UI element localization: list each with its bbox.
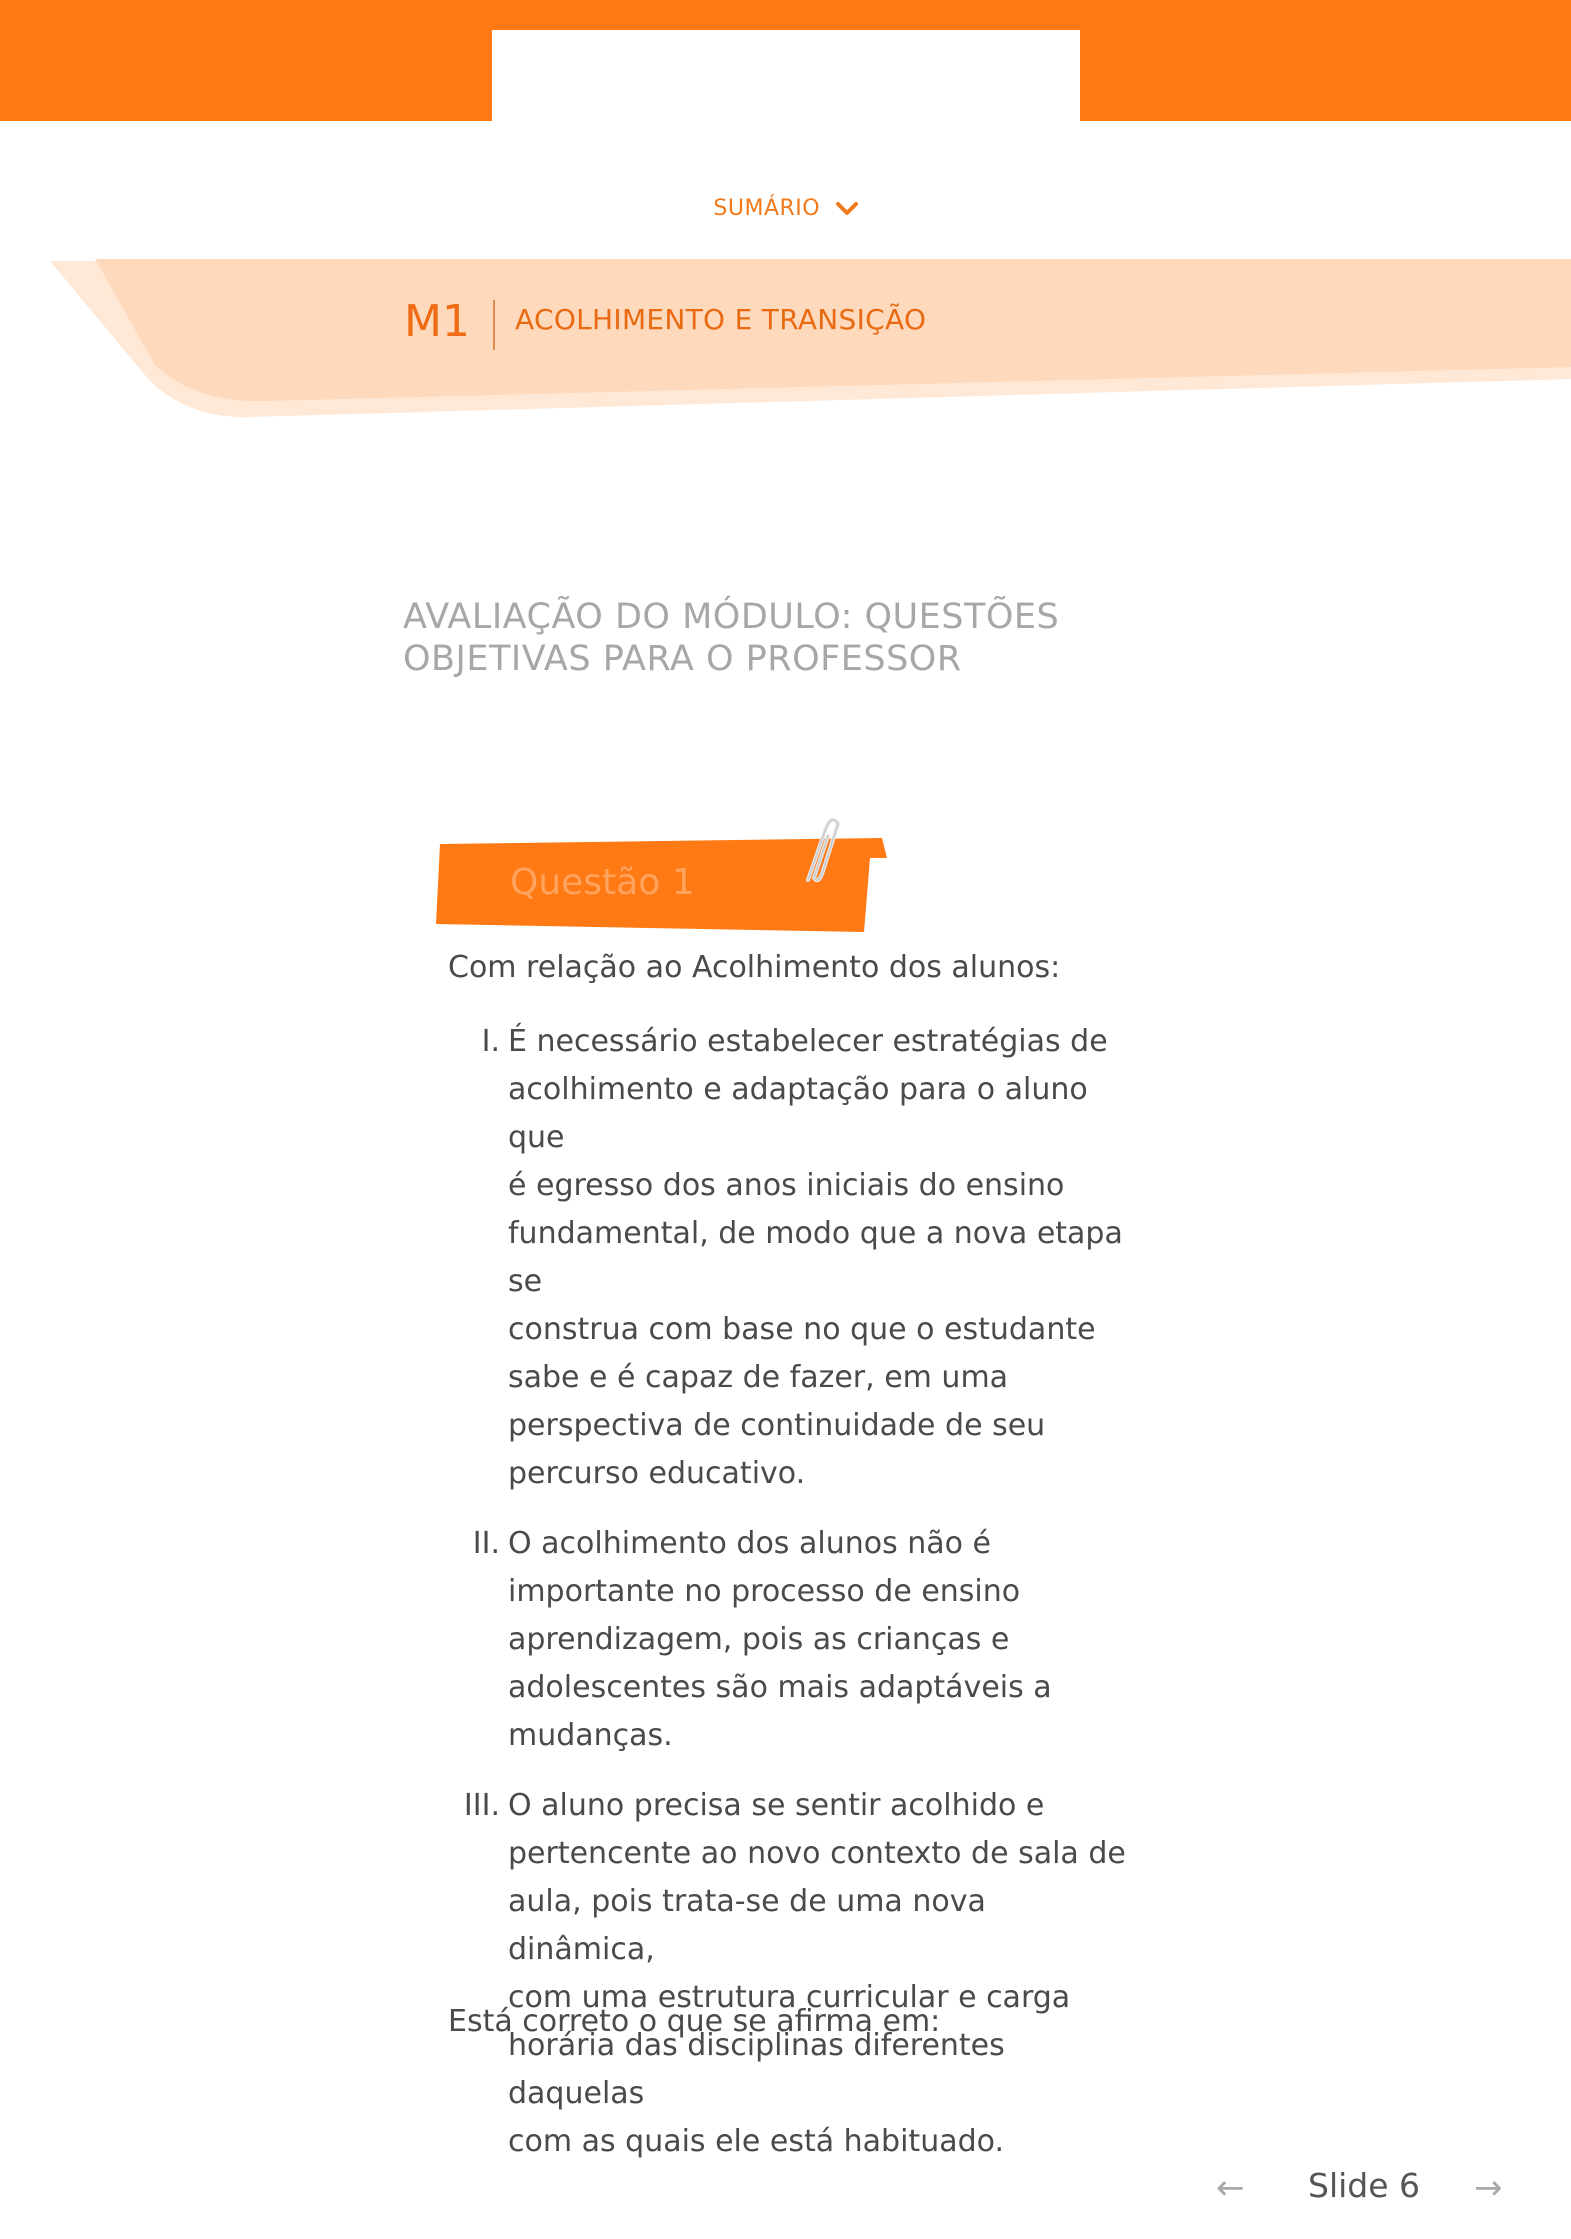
module-banner <box>0 255 1571 425</box>
slide-indicator: Slide 6 <box>1308 2166 1421 2205</box>
statement-number: II. <box>472 1526 500 1561</box>
slide-navigation <box>1210 2164 1540 2208</box>
statement-line: com uma estrutura curricular e carga <box>508 1980 1071 2015</box>
question-closing: Está correto o que se afirma em: <box>448 2004 941 2039</box>
sumario-label: SUMÁRIO <box>713 196 821 221</box>
statement-line: percurso educativo. <box>508 1456 806 1491</box>
statement-number: I. <box>481 1024 500 1059</box>
statement-line: pertencente ao novo contexto de sala de <box>508 1836 1126 1871</box>
statement-line: adolescentes são mais adaptáveis a <box>508 1670 1052 1705</box>
statement-line: é egresso dos anos iniciais do ensino <box>508 1168 1065 1203</box>
module-code: M1 <box>404 296 470 347</box>
statement-number: III. <box>463 1788 500 1823</box>
statement-line: sabe e é capaz de fazer, em uma <box>508 1360 1009 1395</box>
statement-line: O aluno precisa se sentir acolhido e <box>508 1788 1045 1823</box>
statement-line: O acolhimento dos alunos não é <box>508 1526 991 1561</box>
statement-line: importante no processo de ensino <box>508 1574 1021 1609</box>
statement-item <box>448 1018 1128 1498</box>
module-title: ACOLHIMENTO E TRANSIÇÃO <box>515 303 927 336</box>
chevron-down-icon <box>836 197 858 222</box>
statement-line: construa com base no que o estudante <box>508 1312 1096 1347</box>
statement-line: acolhimento e adaptação para o aluno que <box>508 1072 1088 1155</box>
module-divider <box>493 300 495 350</box>
statement-line: aula, pois trata-se de uma nova dinâmica, <box>508 1884 986 1967</box>
statement-line: horária das disciplinas diferentes daquelas <box>508 2028 1005 2111</box>
header-tab <box>492 30 1080 121</box>
question-intro: Com relação ao Acolhimento dos alunos: <box>448 950 1061 985</box>
section-title <box>403 596 1163 680</box>
statement-line: com as quais ele está habituado. <box>508 2124 1004 2159</box>
arrow-right-icon[interactable]: → <box>1474 2168 1503 2208</box>
question-label: Questão 1 <box>510 862 695 903</box>
statement-line: É necessário estabelecer estratégias de <box>508 1024 1108 1059</box>
statement-line: perspectiva de continuidade de seu <box>508 1408 1046 1443</box>
arrow-left-icon[interactable]: ← <box>1216 2168 1245 2208</box>
statement-line: aprendizagem, pois as crianças e <box>508 1622 1010 1657</box>
statement-item <box>448 1782 1128 2166</box>
sumario-toggle[interactable] <box>0 196 1571 222</box>
section-title-line-2: OBJETIVAS PARA O PROFESSOR <box>403 639 962 679</box>
paperclip-icon <box>788 808 848 902</box>
statement-item <box>448 1520 1128 1760</box>
statement-line: fundamental, de modo que a nova etapa se <box>508 1216 1123 1299</box>
statement-line: mudanças. <box>508 1718 673 1753</box>
section-title-line-1: AVALIAÇÃO DO MÓDULO: QUESTÕES <box>403 597 1060 637</box>
